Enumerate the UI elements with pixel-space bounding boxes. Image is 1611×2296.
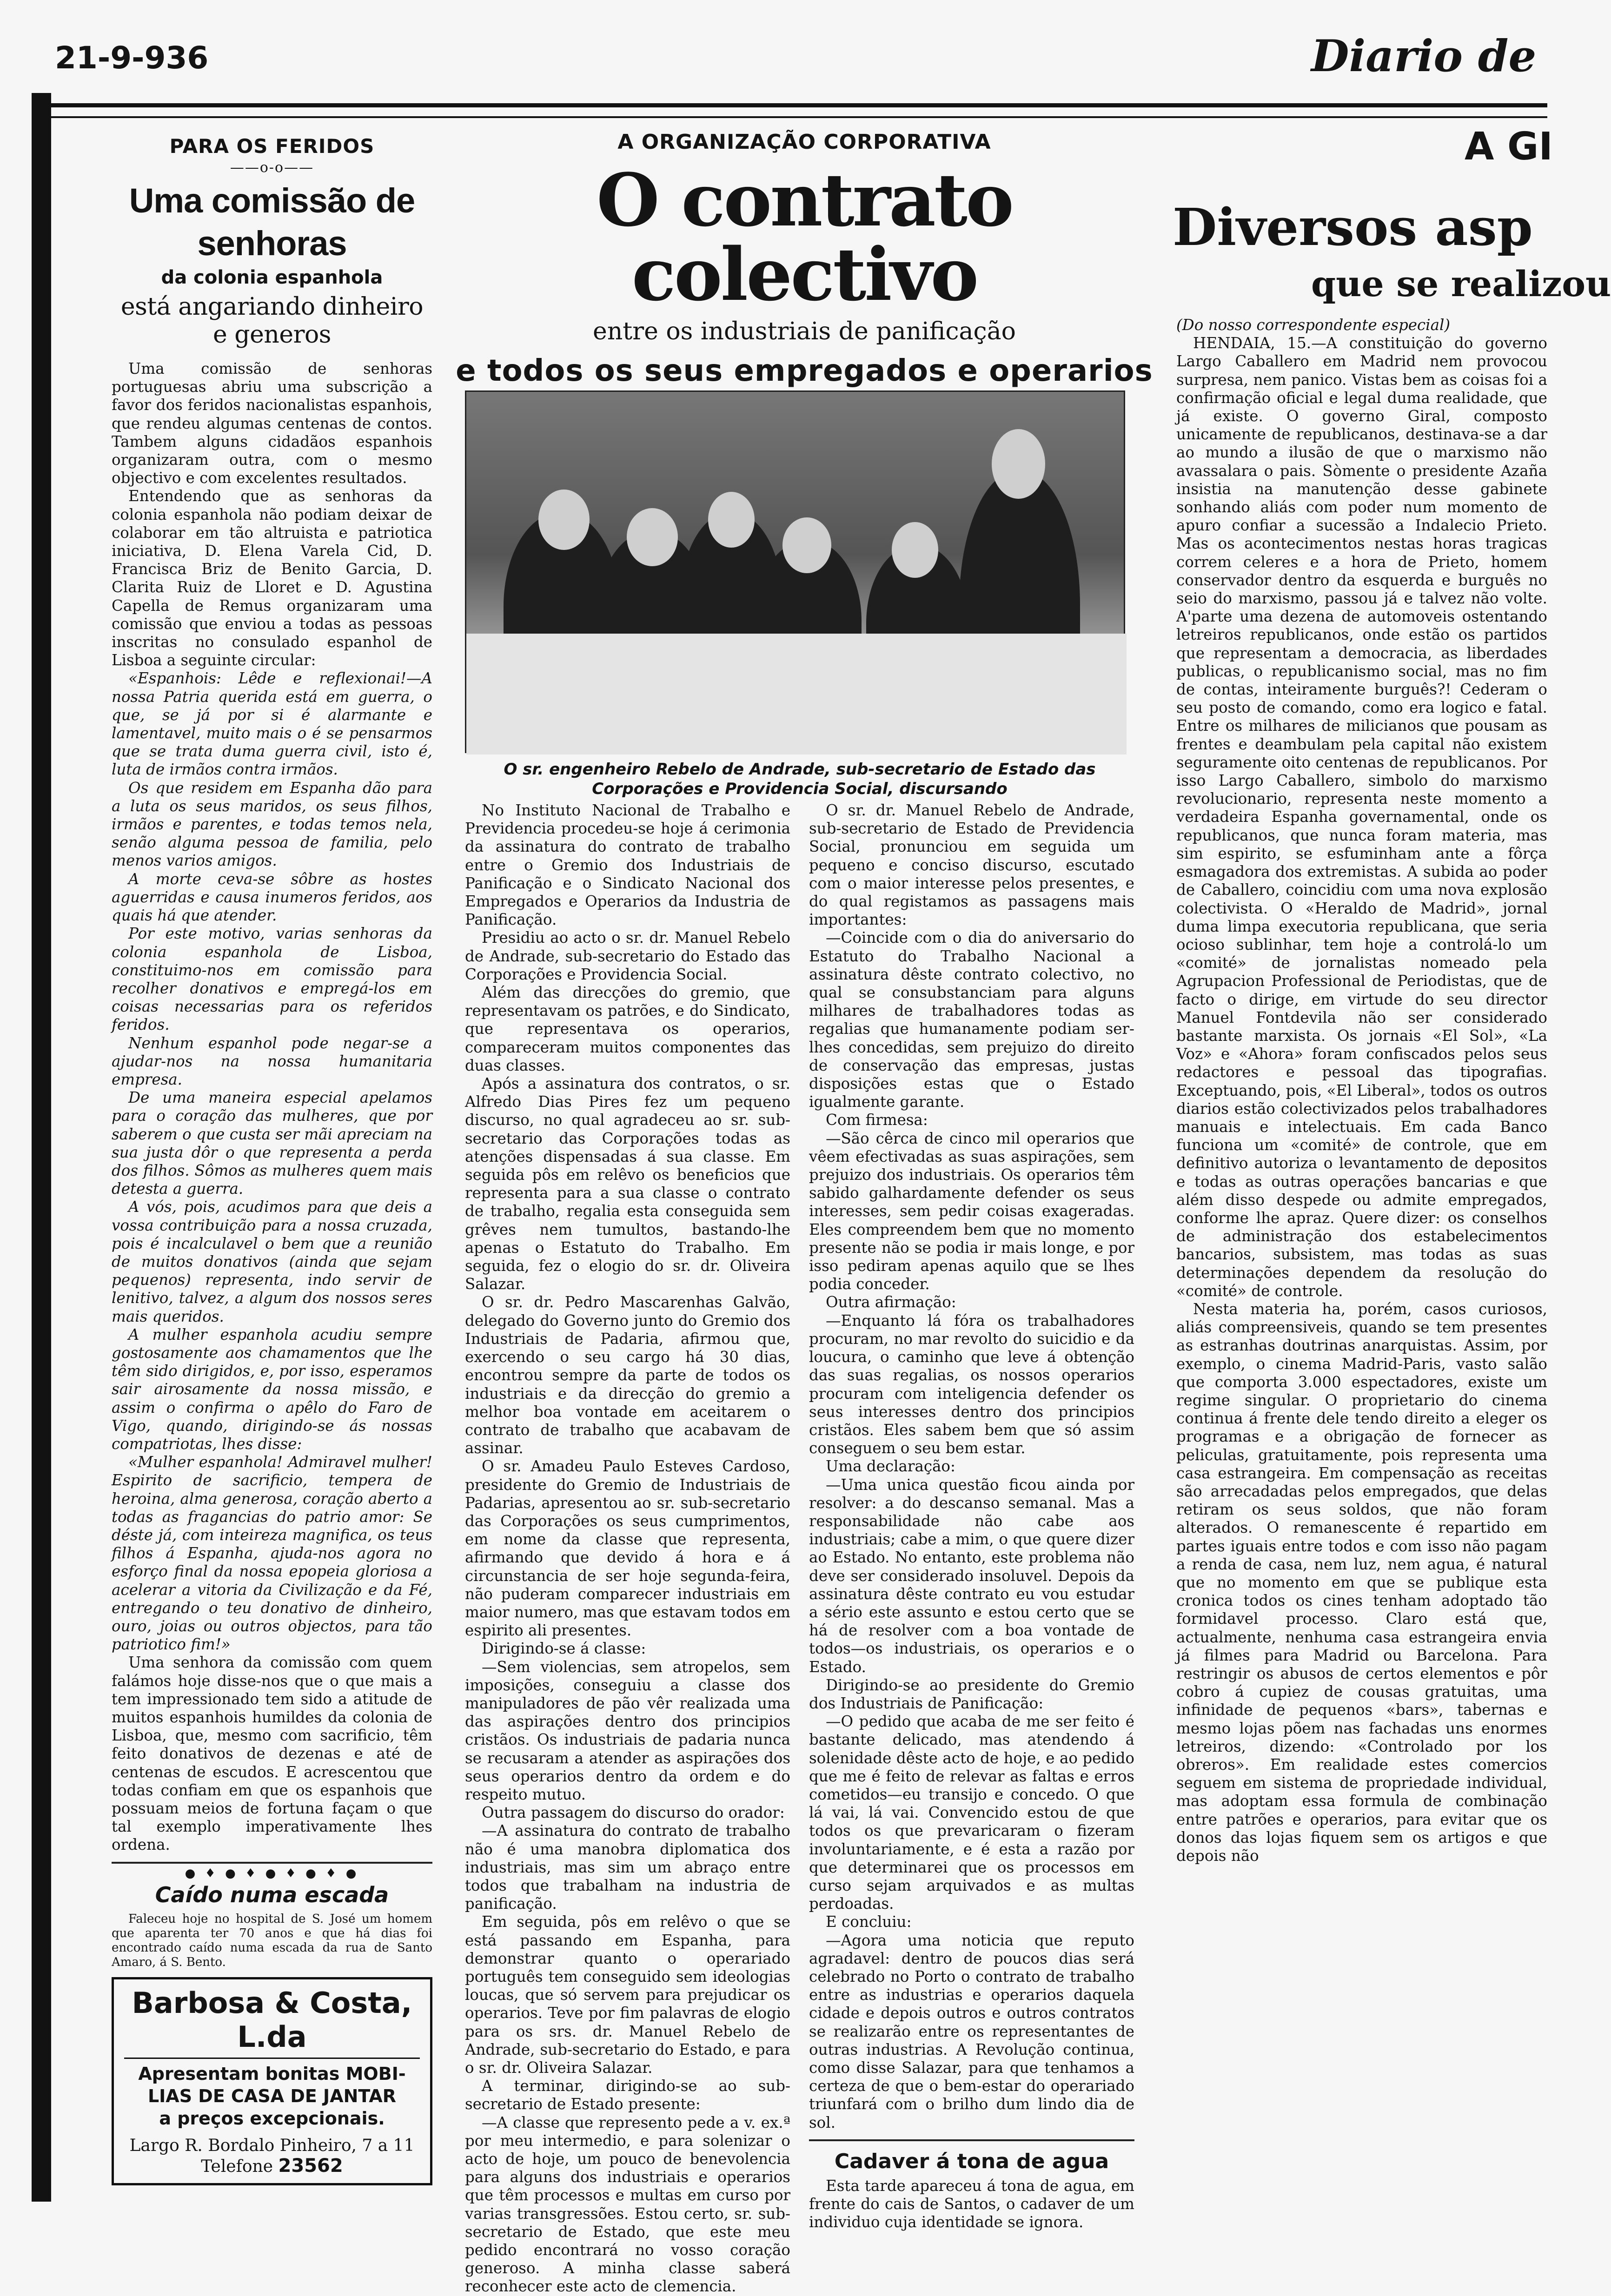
ad-phone-label: Telefone — [201, 2157, 273, 2176]
paragraph: —A classe que represento pede a v. ex.ª por meu intermedio, e para solenizar o acto de hoje, um pouco de benevolencia para alguns dos industriais e operarios que têm processos e multas em curso por varias transgressões. Estou certo, sr. sub-secretario de Estado, que este meu pedido encontrará no vosso coração generoso. A minha classe saberá reconhecer este acto de clemencia. — [465, 2113, 790, 2296]
paragraph: O sr. dr. Manuel Rebelo de Andrade, sub-secretario de Estado de Previdencia Social, pronunciou em seguida um pequeno e conciso discurso, escutado com o maior interesse pelos presentes, e do qual registamos as passagens mais importantes: — [809, 801, 1134, 929]
issue-date: 21-9-936 — [55, 40, 209, 76]
paragraph: HENDAIA, 15.—A constituição do governo Largo Caballero em Madrid nem provocou surpresa, nem panico. Vistas bem as coisas foi a confirmação oficial e legal duma realidade, que já existe. O governo Giral, composto unicamente de republicanos, destinava-se a dar ao mundo a ilusão de que o marxismo não avassalara o pais. Sòmente o presidente Azaña insistia na manutenção desse gabinete sonhando aliás com poder num momento de apuro confiar a sucessão a Indalecio Prieto. Mas os acontecimentos nestas horas tragicas correm celeres e a hora de Prieto, homem conservador dentro da esquerda e burguês no seio do marxismo, passou já e talvez não volte. A'parte uma dezena de automoveis ostentando letreiros republicanos, onde estão os partidos que representam a democracia, as liberdades publicas, o republicanismo social, mas no fim de contas, inteiramente burguês?! Cederam o seu posto de comando, como era logico e fatal. Entre os milhares de milicianos que pousam as frentes e deambulam pela capital não existem seguramente oito centenas de republicanos. Por isso Largo Caballero, simbolo do marxismo revolucionario, representa neste momento a verdadeira Espanha governamental, onde os republicanos, que nunca foram materia, mas sim espirito, se esfuminham ante a fôrça esmagadora dos extremistas. A subida ao poder de Caballero, coincidiu com uma nova explosão colectivista. O «Heraldo de Madrid», jornal duma limpa executoria republicana, que seria ocioso sublinhar, tem hoje a controlá-lo um «comité» de jornalistas nomeado pela Agrupacion Professional de Periodistas, que de facto o dirige, em virtude do seu director Manuel Fontdevila não ser considerado bastante marxista. Os jornais «El Sol», «La Voz» e «Ahora» foram confiscados pelos seus redactores e pessoal das tipografias. Exceptuando, pois, «El Liberal», todos os outros diarios estão colectivizados pelos trabalhadores manuais e intelectuais. Em cada Banco funciona um «comité» de controle, que em definitivo autoriza o levantamento de depositos e todas as outras operações bancarias e que além disso despede ou admite empregados, conforme lhe apraz. Quere dizer: os conselhos de administração dos estabelecimentos bancarios, subsistem, mas todas as suas determinações dependem da resolução do «comité» de controle. — [1176, 334, 1547, 1300]
paragraph: Nenhum espanhol pode negar-se a ajudar-nos na nossa humanitaria empresa. — [112, 1034, 432, 1088]
paragraph: «Espanhois: Lêde e reflexionai!—A nossa Patria querida está em guerra, o que, se já por si é alarmante e lamentavel, muito mais o é se pensarmos que se trata duma guerra civil, isto é, luta de irmãos contra irmãos. — [112, 669, 432, 779]
center-headline: O contrato colectivo — [596, 158, 1013, 317]
paragraph: Uma senhora da comissão com quem falámos hoje disse-nos que o que mais a tem impressionado tem sido a atitude de muitos espanhois humildes da colonia de Lisboa, que, mesmo com sacrificio, têm feito donativos de dezenas e até de centenas de escudos. E acrescentou que todas confiam em que os espanhois que possuam meios de fortuna façam o que tal exemplo imperativamente lhes ordena. — [112, 1654, 432, 1854]
section-divider — [809, 2139, 1134, 2141]
paragraph: O sr. Amadeu Paulo Esteves Cardoso, presidente do Gremio de Industriais de Padarias, apresentou ao sr. sub-secretario das Corporações os seus cumprimentos, em nome da classe que representa, afirmando que devido á hora e á circunstancia de ser hoje segunda-feira, não puderam comparecer industriais em maior numero, mas que estavam todos em espirito ali presentes. — [465, 1457, 790, 1640]
left-kicker: PARA OS FERIDOS — [169, 135, 375, 158]
ad-line: LIAS DE CASA DE JANTAR — [147, 2085, 397, 2106]
left-column — [112, 135, 432, 2199]
correspondent-note: (Do nosso correspondente especial) — [1176, 316, 1451, 334]
paragraph: —A assinatura do contrato de trabalho não é uma manobra diplomatica dos industriais, mas sim um abraço entre todos que trabalham na industria de panificação. — [465, 1822, 790, 1913]
right-subheading: que se realizou — [1311, 263, 1611, 304]
ad-line: Apresentam bonitas MOBI- — [138, 2063, 406, 2084]
paragraph: —Uma unica questão ficou ainda por resolver: a do descanso semanal. Mas a responsabilidade não cabe aos industriais; cabe a mim, o que quere dizer ao Estado. No entanto, este problema não deve ser considerado insoluvel. Depois da assinatura dêste contrato eu vou estudar a sério este assunto e estou certo que se há de resolver com a boa vontade de todos—os industriais, os operarios e o Estado. — [809, 1476, 1134, 1676]
paragraph: A morte ceva-se sôbre as hostes aguerridas e causa inumeros feridos, aos quais há que atender. — [112, 870, 432, 925]
center-subheading-2: e todos os seus empregados e operarios — [456, 354, 1153, 388]
paragraph: Dirigindo-se ao presidente do Gremio dos Industriais de Panificação: — [809, 1676, 1134, 1712]
paragraph: —Enquanto lá fóra os trabalhadores procuram, no mar revolto do suicidio e da loucura, o caminho que leve á obtenção das suas regalias, os nossos operarios procuram com inteligencia defender os seus interesses dentro dos principios cristãos. Eles sabem bem que só assim conseguem o seu bem estar. — [809, 1311, 1134, 1457]
center-column-a — [465, 801, 790, 2296]
paragraph: Dirigindo-se á classe: — [482, 1640, 646, 1658]
paragraph: —O pedido que acaba de me ser feito é bastante delicado, mas atendendo á solenidade dêste acto de hoje, e ao pedido que me é feito de relevar as faltas e erros cometidos—eu transijo e concedo. O que lá vai, lá vai. Convencido estou de que todos os que prevaricaram o fizeram involuntariamente, e é esta a razão por que determinarei que os processos em curso sejam arquivados e as multas perdoadas. — [809, 1713, 1134, 1913]
paragraph: De uma maneira especial apelamos para o coração das mulheres, que por saberem o que custa ser mãi apreciam na sua justa dôr o que representa a perda dos filhos. Sômos as mulheres quem mais detesta a guerra. — [112, 1089, 432, 1198]
section-divider — [112, 1862, 432, 1864]
photo-caption: O sr. engenheiro Rebelo de Andrade, sub-secretario de Estado das Corporações e Providencia Social, discursando — [504, 760, 1096, 798]
paragraph: Entendendo que as senhoras da colonia espanhola não podiam deixar de colaborar em tão altruista e patriotica iniciativa, D. Elena Varela Cid, D. Francisca Briz de Benito Garcia, D. Clarita Ruiz de Lloret e D. Agustina Capella de Remus organizaram uma comissão que enviou a todas as pessoas inscritas no consulado espanhol de Lisboa a seguinte circular: — [112, 487, 432, 669]
paragraph: Após a assinatura dos contratos, o sr. Alfredo Dias Pires fez um pequeno discurso, no qual agradeceu ao sr. sub-secretario das Corporações todas as atenções dispensadas á sua classe. Em seguida pôs em relêvo os beneficios que representa para a sua classe o contrato de trabalho, regalia esta conseguida sem grêves nem tumultos, bastando-lhe apenas o Estatuto do Trabalho. Em seguida, fez o elogio do sr. dr. Oliveira Salazar. — [465, 1075, 790, 1293]
ad-title: Barbosa & Costa, L.da — [124, 1986, 420, 2059]
right-headline: Diversos asp — [1173, 197, 1533, 257]
paragraph: No Instituto Nacional de Trabalho e Previdencia procedeu-se hoje á cerimonia da assinatura do contrato de trabalho entre o Gremio dos Industriais de Panificação e o Sindicato Nacional dos Empregados e Operarios da Industria de Panificação. — [465, 801, 790, 929]
cadaver-text: Esta tarde apareceu á tona de agua, em frente do cais de Santos, o cadaver de um individuo cuja identidade se ignora. — [809, 2177, 1134, 2231]
right-kicker: A GI — [1465, 125, 1553, 169]
ad-line: a preços excepcionais. — [159, 2108, 385, 2129]
paragraph: —Agora uma noticia que reputo agradavel: dentro de poucos dias será celebrado no Porto o contrato de trabalho entre as industrias e operarios daquela cidade e depois outros e outros contratos se realizarão entre os representantes de outras industrias. A Revolução continua, como disse Salazar, para que tenhamos a certeza de que o bem-estar do operariado triunfará com o brilho dum lindo dia de sol. — [809, 1931, 1134, 2131]
page-edge-bar — [32, 93, 51, 2202]
center-column-b — [809, 801, 1134, 2231]
ornament-dots: ● ♦ ● ♦ ● ♦ ● ♦ ● — [185, 1866, 359, 1880]
cadaver-headline: Cadaver á tona de agua — [834, 2149, 1109, 2173]
right-column — [1176, 316, 1547, 2199]
paragraph: Os que residem em Espanha dão para a luta os seus maridos, os seus filhos, irmãos e parentes, e todas temos nela, senão alguma pessoa de familia, pelo menos varios amigos. — [112, 779, 432, 870]
newspaper-masthead: Diario de — [1311, 31, 1537, 82]
center-header — [456, 130, 1153, 417]
paragraph: Outra passagem do discurso do orador: — [482, 1804, 785, 1822]
left-subheading-2: está angariando dinheiro e generos — [120, 293, 424, 349]
paragraph: Nesta materia ha, porém, casos curiosos, aliás compreensiveis, quando se tem presentes as estranhas doutrinas anarquistas. Assim, por exemplo, o cinema Madrid-Paris, vasto salão que comporta 3.000 espectadores, existe um regime singular. O proprietario do cinema continua á frente dele tendo direito a eleger os programas e a obrigação de fornecer as peliculas, gratuitamente, pois representa uma casa estrangeira. Em compensação as receitas são arrecadadas pelos empregados, que delas retiram os seus soldos, que não foram alterados. O remanescente é repartido em partes iguais entre todos e com isso não pagam a renda de casa, nem luz, nem agua, é natural que no momento em que se publique esta cronica todos os cines tenham adoptado tão formidavel processo. Claro está que, actualmente, nenhuma casa estrangeira envia já filmes para Madrid ou Barcelona. Para restringir os abusos de certos elementos e pôr cobro á cupiez de cousas gratuitas, uma infinidade de pequenos «bars», tabernas e mesmo lojas põem nas fachadas uns enormes letreiros, dizendo: «Controlado por los obreros». Em realidade estes comercios seguem em sistema de propriedade individual, mas adoptam essa formula de combinação entre patrões e operarios, para evitar que os donos das lojas fiquem sem os artigos e que depois não — [1176, 1300, 1547, 1865]
advertisement — [112, 1977, 432, 2185]
paragraph: Por este motivo, varias senhoras da colonia espanhola de Lisboa, constituimo-nos em comissão para recolher donativos e empregá-los em coisas necessarias para os referidos feridos. — [112, 925, 432, 1034]
fall-text: Faleceu hoje no hospital de S. José um homem que aparenta ter 70 anos e que há dias foi encontrado caído numa escada da rua de Santo Amaro, á S. Bento. — [112, 1912, 432, 1969]
news-photo — [465, 390, 1125, 753]
paragraph: Com firmesa: — [826, 1111, 928, 1129]
paragraph: A terminar, dirigindo-se ao sub-secretario de Estado presente: — [465, 2077, 790, 2113]
header-rule-thin — [33, 116, 1547, 118]
paragraph: A mulher espanhola acudiu sempre gostosamente aos chamamentos que lhe têm sido dirigidos, e, por isso, esperamos sair airosamente da nossa missão, e assim o confirma o apêlo do Faro de Vigo, quando, dirigindo-se ás nossas compatriotas, lhes disse: — [112, 1325, 432, 1453]
paragraph: Uma declaração: — [826, 1457, 955, 1476]
ornament: ——o-o—— — [230, 159, 314, 176]
paragraph: Em seguida, pôs em relêvo o que se está passando em Espanha, para demonstrar quanto o operariado português tem conseguido sem ideologias loucas, que só servem para prejudicar os operarios. Teve por fim palavras de elogio para os srs. dr. Manuel Rebelo de Andrade, sub-secretario do Estado, e para o sr. dr. Oliveira Salazar. — [465, 1913, 790, 2077]
ad-address: Largo R. Bordalo Pinheiro, 7 a 11 — [129, 2136, 415, 2155]
center-subheading: entre os industriais de panificação — [593, 318, 1016, 345]
paragraph: Uma comissão de senhoras portuguesas abriu uma subscrição a favor dos feridos nacionalistas espanhois, que rendeu algumas centenas de contos. Tambem alguns cidadãos espanhois organizaram outra, com o mesmo objectivo e com excelentes resultados. — [112, 360, 432, 487]
paragraph: —Coincide com o dia do aniversario do Estatuto do Trabalho Nacional a assinatura dêste contrato colectivo, no qual se consubstanciam para alguns milhares de trabalhadores todas as regalias que humanamente podiam ser-lhes concedidas, sem prejuizo do direito de conservação das empresas, justas disposições estas que o Estado igualmente garante. — [809, 929, 1134, 1111]
paragraph: A vós, pois, acudimos para que deis a vossa contribuição para a nossa cruzada, pois é incalculavel o bem que a reunião de muitos donativos (ainda que sejam pequenos) representa, indo servir de lenitivo, talvez, a algum dos nossos seres mais queridos. — [112, 1198, 432, 1325]
paragraph: Outra afirmação: — [826, 1293, 956, 1311]
header-rule — [33, 103, 1547, 107]
left-headline: Uma comissão de senhoras — [129, 181, 415, 263]
paragraph: Presidiu ao acto o sr. dr. Manuel Rebelo de Andrade, sub-secretario do Estado das Corporações e Providencia Social. — [465, 929, 790, 983]
paragraph: —Sem violencias, sem atropelos, sem imposições, conseguiu a classe dos manipuladores de pão vêr realizada uma das aspirações dentro dos principios cristãos. Os industriais de padaria nunca se recusaram a atender as aspirações dos seus operarios dentro da ordem e do respeito mutuo. — [465, 1658, 790, 1803]
ad-phone — [124, 2155, 420, 2177]
paragraph: E concluiu: — [826, 1913, 912, 1931]
paragraph: Além das direcções do gremio, que representavam os patrões, e do Sindicato, que representava os operarios, compareceram muitos componentes das duas classes. — [465, 984, 790, 1074]
paragraph: O sr. dr. Pedro Mascarenhas Galvão, delegado do Governo junto do Gremio dos Industriais de Padaria, afirmou que, exercendo o seu cargo há 30 dias, encontrou sempre da parte de todos os industriais e da direcção do gremio a melhor boa vontade em aceitarem o contrato de trabalho que acabavam de assinar. — [465, 1293, 790, 1457]
paragraph: «Mulher espanhola! Admiravel mulher! Espirito de sacrificio, tempera de heroina, alma generosa, coração aberto a todas as fragancias do patrio amor: Se déste já, com inteireza magnifica, os teus filhos á Espanha, ajuda-nos agora no esforço final da nossa epopeia gloriosa a acelerar a vitoria da Civilização e da Fé, entregando o teu donativo de dinheiro, ouro, joias ou outros objectos, para tão patriotico fim!» — [112, 1453, 432, 1654]
left-subheading: da colonia espanhola — [161, 267, 383, 288]
paragraph: —São cêrca de cinco mil operarios que vêem efectivadas as suas aspirações, sem prejuizo dos industriais. Os operarios têm sabido galhardamente defender os seus interesses, sem pedir coisas exageradas. Eles compreendem bem que no momento presente não se podia ir mais longe, e por isso pediram apenas aquilo que se lhes podia conceder. — [809, 1129, 1134, 1293]
ad-phone-number: 23562 — [278, 2155, 343, 2177]
fall-headline: Caído numa escada — [155, 1882, 389, 1907]
center-kicker: A ORGANIZAÇÃO CORPORATIVA — [617, 130, 991, 154]
